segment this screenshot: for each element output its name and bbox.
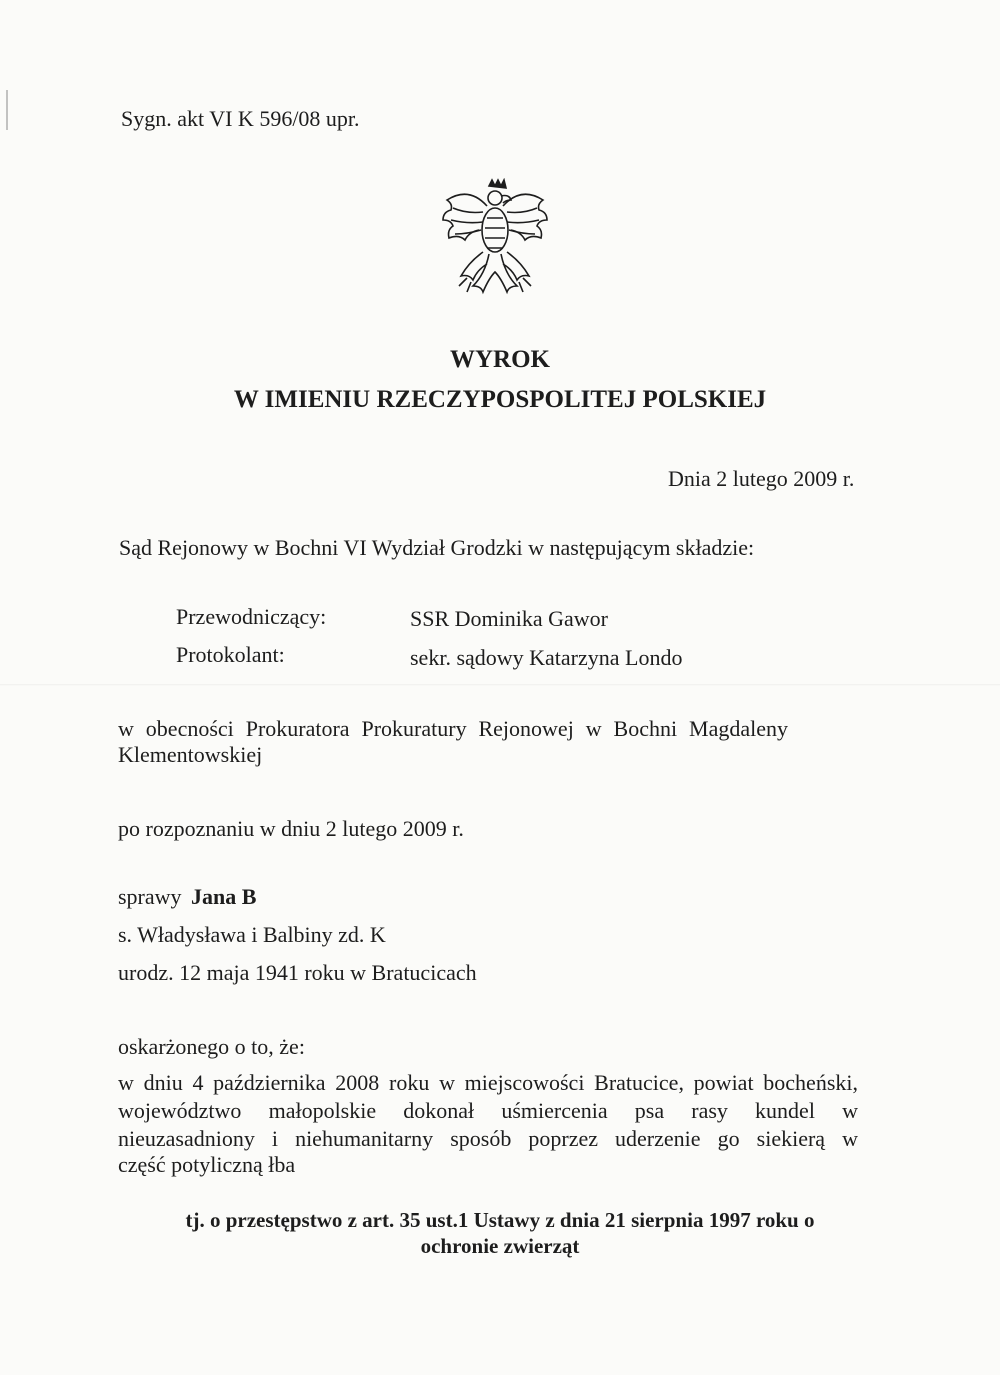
scan-edge-mark bbox=[6, 90, 8, 130]
offense-line-1: tj. o przestępstwo z art. 35 ust.1 Ustawy z dnia 21 sierpnia 1997 roku o bbox=[185, 1208, 815, 1232]
verdict-date: Dnia 2 lutego 2009 r. bbox=[668, 466, 855, 491]
chair-value: SSR Dominika Gawor bbox=[410, 606, 608, 631]
defendant-birth: urodz. 12 maja 1941 roku w Bratucicach bbox=[118, 960, 477, 985]
defendant-parents: s. Władysława i Balbiny zd. K bbox=[118, 922, 386, 947]
case-signature: Sygn. akt VI K 596/08 upr. bbox=[121, 106, 360, 131]
charge-line-3: nieuzasadniony i niehumanitarny sposób poprzez uderzenie go siekierą w bbox=[118, 1126, 858, 1151]
court-intro: Sąd Rejonowy w Bochni VI Wydział Grodzki w następującym składzie: bbox=[119, 535, 755, 560]
prosecutor-line-2: Klementowskiej bbox=[118, 742, 263, 767]
charge-line-4: część potyliczną łba bbox=[118, 1152, 296, 1177]
fold-line bbox=[0, 684, 1000, 686]
hearing-line: po rozpoznaniu w dniu 2 lutego 2009 r. bbox=[118, 816, 464, 841]
polish-eagle-emblem-icon bbox=[437, 178, 553, 298]
chair-label: Przewodniczący: bbox=[176, 604, 327, 629]
charge-intro: oskarżonego o to, że: bbox=[118, 1034, 305, 1059]
clerk-value: sekr. sądowy Katarzyna Londo bbox=[410, 645, 683, 670]
defendant-name: Jana B bbox=[191, 884, 257, 909]
charge-line-1: w dniu 4 października 2008 roku w miejscowości Bratucice, powiat bocheński, bbox=[118, 1070, 858, 1095]
case-line bbox=[118, 884, 256, 910]
case-prefix: sprawy bbox=[118, 884, 182, 909]
prosecutor-line-1: w obecności Prokuratora Prokuratury Rejonowej w Bochni Magdaleny bbox=[118, 716, 788, 741]
charge-line-2: województwo małopolskie dokonał uśmiercenia psa rasy kundel w bbox=[118, 1098, 858, 1123]
offense-line-2: ochronie zwierząt bbox=[420, 1234, 580, 1258]
verdict-title: WYROK bbox=[450, 346, 550, 373]
clerk-label: Protokolant: bbox=[176, 642, 285, 667]
verdict-subtitle: W IMIENIU RZECZYPOSPOLITEJ POLSKIEJ bbox=[233, 386, 767, 413]
